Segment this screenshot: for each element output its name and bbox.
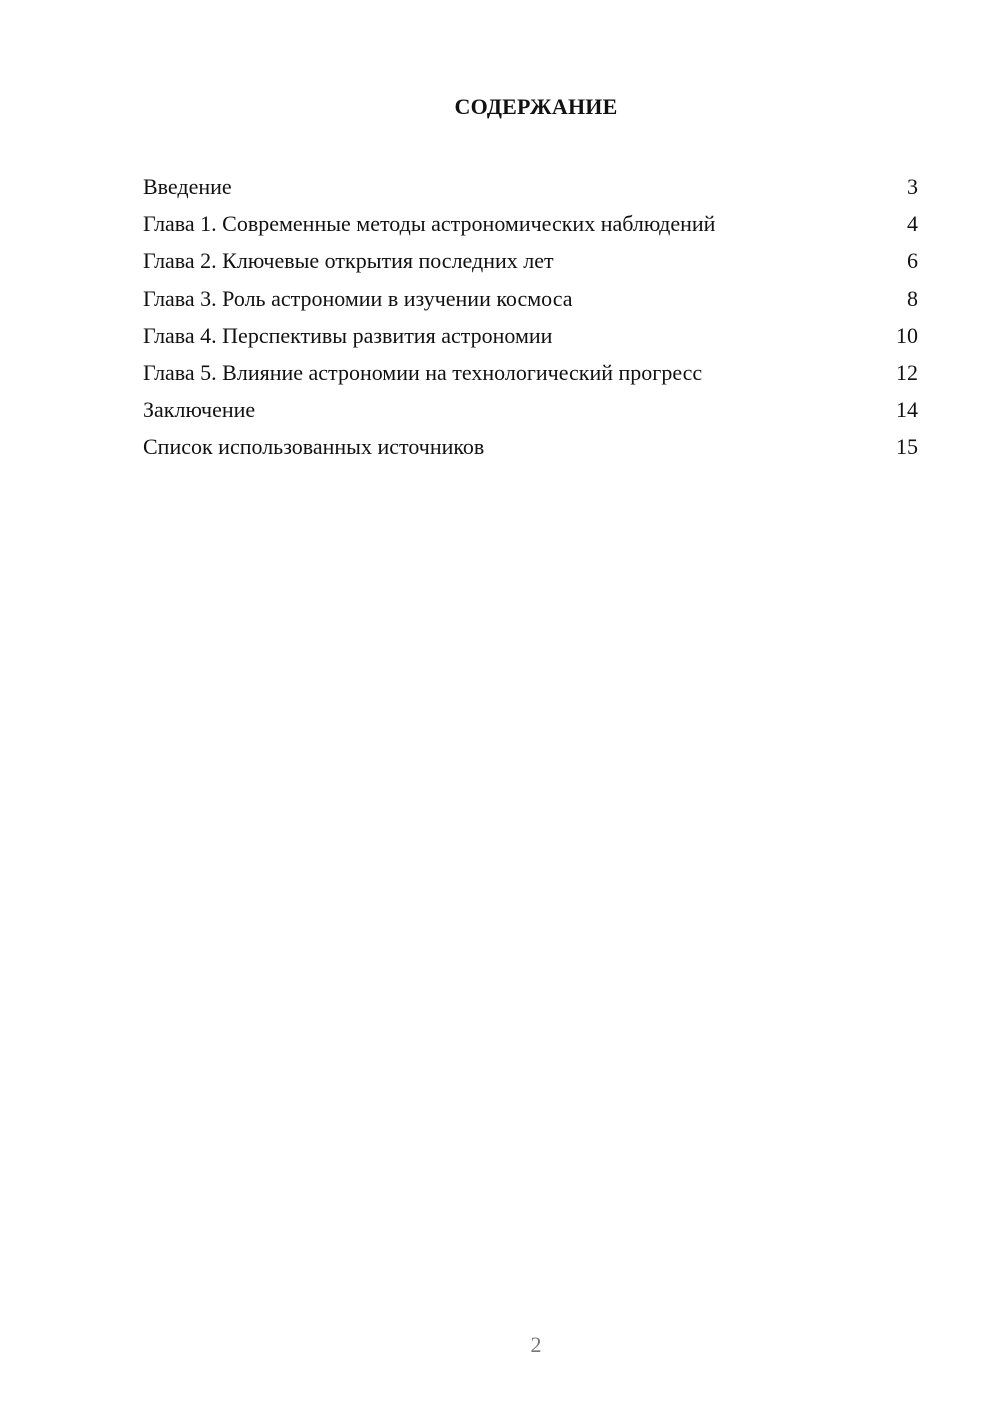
table-of-contents bbox=[143, 168, 918, 466]
toc-entry-label: Глава 3. Роль астрономии в изучении космоса bbox=[143, 285, 573, 311]
toc-row-chapter-2 bbox=[143, 242, 918, 279]
toc-row-chapter-4 bbox=[143, 317, 918, 354]
toc-entry-page: 8 bbox=[907, 285, 918, 311]
toc-entry-label: Глава 2. Ключевые открытия последних лет bbox=[143, 248, 554, 274]
toc-row-chapter-1 bbox=[143, 205, 918, 242]
toc-entry-label: Глава 4. Перспективы развития астрономии bbox=[143, 322, 553, 348]
toc-entry-page: 14 bbox=[896, 397, 918, 423]
toc-row-chapter-5 bbox=[143, 354, 918, 391]
toc-entry-label: Глава 1. Современные методы астрономических наблюдений bbox=[143, 211, 716, 237]
toc-row-introduction bbox=[143, 168, 918, 205]
toc-entry-page: 12 bbox=[896, 359, 918, 385]
toc-entry-page: 6 bbox=[907, 248, 918, 274]
toc-row-chapter-3 bbox=[143, 280, 918, 317]
toc-entry-page: 15 bbox=[896, 434, 918, 460]
toc-entry-label: Введение bbox=[143, 174, 232, 199]
toc-entry-page: 3 bbox=[907, 174, 918, 199]
toc-row-conclusion bbox=[143, 391, 918, 428]
toc-entry-label: Список использованных источников bbox=[143, 434, 485, 460]
page-number: 2 bbox=[530, 1332, 542, 1357]
toc-title: СОДЕРЖАНИЕ bbox=[454, 94, 618, 119]
toc-row-references bbox=[143, 428, 918, 465]
toc-entry-page: 4 bbox=[907, 211, 918, 237]
toc-entry-label: Глава 5. Влияние астрономии на технологический прогресс bbox=[143, 359, 703, 385]
toc-entry-label: Заключение bbox=[143, 397, 256, 423]
toc-entry-page: 10 bbox=[896, 322, 918, 348]
